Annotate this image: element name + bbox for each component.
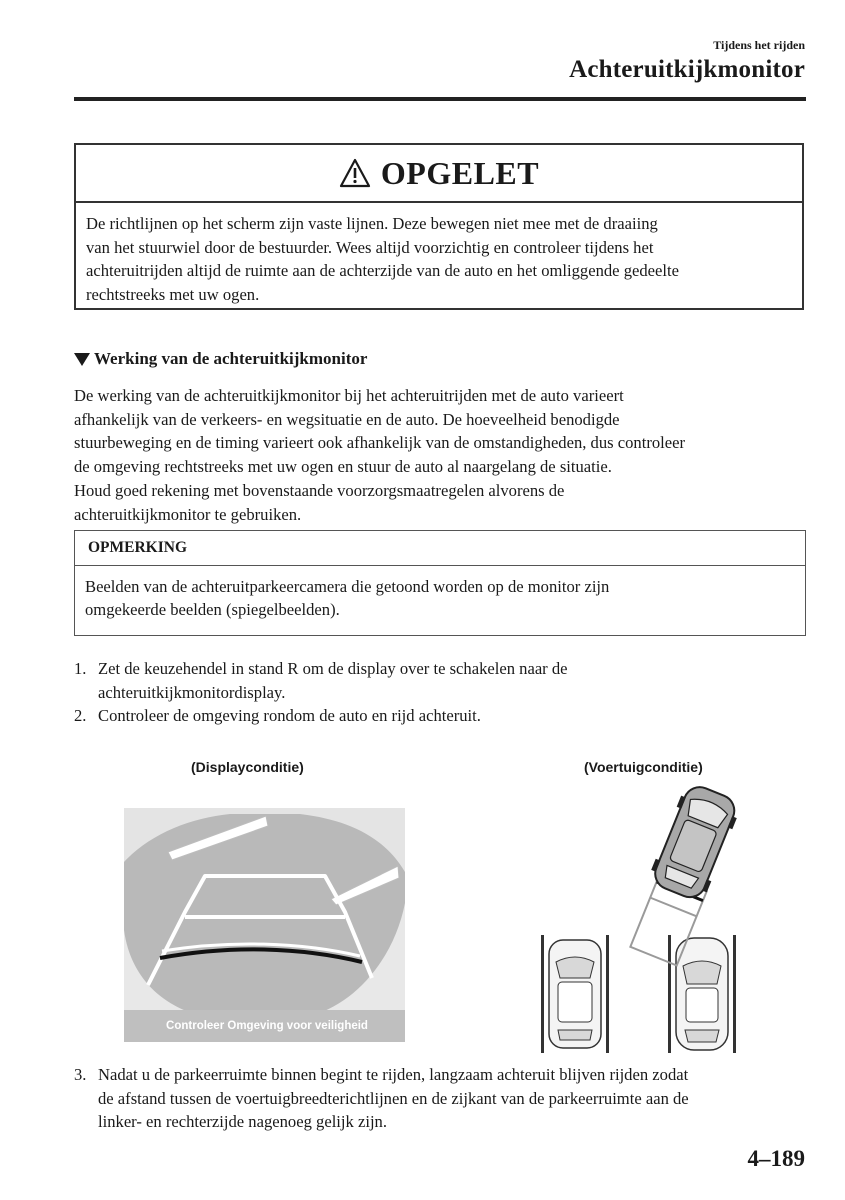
paragraph-line: afhankelijk van de verkeers- en wegsituatie en de auto. De hoeveelheid benodigde bbox=[74, 409, 620, 429]
note-line: Beelden van de achteruitparkeercamera die getoond worden op de monitor zijn bbox=[85, 577, 610, 596]
caution-title: OPGELET bbox=[380, 154, 540, 191]
page-number: 4–189 bbox=[747, 1146, 805, 1171]
step-line: Nadat u de parkeerruimte binnen begint te rijden, langzaam achteruit blijven rijden zodat bbox=[98, 1065, 689, 1084]
screen-warning-label: Controleer Omgeving voor veiligheid bbox=[166, 1020, 368, 1032]
figure-caption-display: (Displayconditie) bbox=[191, 759, 304, 775]
step-line: Controleer de omgeving rondom de auto en rijd achteruit. bbox=[98, 706, 481, 725]
vehicle-condition-illustration bbox=[541, 781, 743, 1053]
parked-car-right bbox=[676, 938, 728, 1050]
paragraph-line: De werking van de achteruitkijkmonitor bij het achteruitrijden met de auto varieert bbox=[74, 386, 624, 405]
step-line: Zet de keuzehendel in stand R om de display over te schakelen naar de bbox=[98, 659, 568, 678]
caution-line: De richtlijnen op het scherm zijn vaste lijnen. Deze bewegen niet mee met de draaiing bbox=[86, 214, 658, 233]
step-item bbox=[74, 1063, 809, 1134]
page-title: Achteruitkijkmonitor bbox=[569, 56, 805, 83]
parked-car-left bbox=[549, 940, 601, 1048]
running-header-section: Tijdens het rijden bbox=[713, 38, 805, 52]
note-line: omgekeerde beelden (spiegelbeelden). bbox=[85, 600, 340, 620]
reversing-car bbox=[647, 781, 743, 904]
paragraph-line: Houd goed rekening met bovenstaande voorzorgsmaatregelen alvorens de bbox=[74, 480, 565, 500]
paragraph-line: achteruitkijkmonitor te gebruiken. bbox=[74, 504, 302, 524]
paragraph-line: stuurbeweging en de timing varieert ook afhankelijk van de omstandigheden, dus controleer bbox=[74, 433, 686, 453]
paragraph-line: de omgeving rechtstreeks met uw ogen en stuur de auto al naargelang de situatie. bbox=[74, 457, 612, 477]
step-line: de afstand tussen de voertuigbreedterichtlijnen en de zijkant van de parkeerruimte aan de bbox=[98, 1088, 689, 1108]
section-heading-text: Werking van de achteruitkijkmonitor bbox=[94, 349, 368, 368]
step-number: 2. bbox=[74, 706, 87, 725]
caution-line: rechtstreeks met uw ogen. bbox=[86, 284, 260, 304]
step-number: 1. bbox=[74, 659, 87, 678]
step-line: linker- en rechterzijde nagenoeg gelijk zijn. bbox=[98, 1112, 388, 1131]
caution-line: achteruitrijden altijd de ruimte aan de achterzijde van de auto en het omliggende gedeelte bbox=[86, 261, 679, 280]
step-line: achteruitkijkmonitordisplay. bbox=[98, 682, 286, 702]
figure-caption-vehicle: (Voertuigconditie) bbox=[584, 759, 703, 775]
step-number: 3. bbox=[74, 1065, 87, 1084]
caution-line: van het stuurwiel door de bestuurder. Wees altijd voorzichtig en controleer tijdens het bbox=[86, 237, 654, 257]
step-3 bbox=[74, 1063, 809, 1134]
note-title: OPMERKING bbox=[75, 531, 805, 566]
monitor-display-illustration bbox=[124, 808, 405, 1042]
